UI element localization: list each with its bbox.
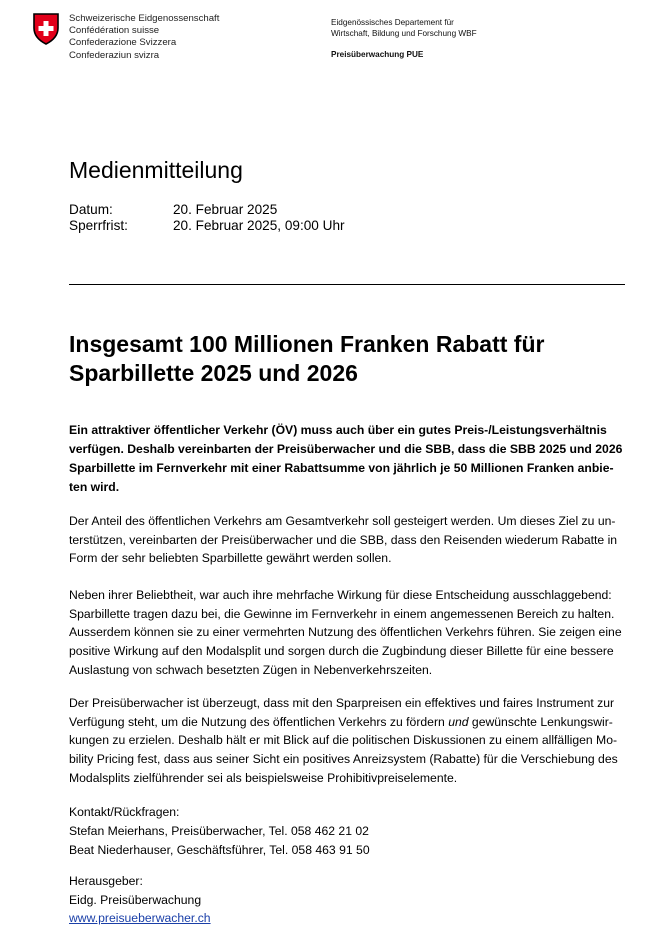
meta-label: Datum: xyxy=(69,202,113,217)
body-paragraph-2 xyxy=(69,586,625,680)
paragraph-text: Verfügung steht, um die Nutzung des öffentlichen Verkehrs zu fördern xyxy=(69,714,449,729)
paragraph-line: Der Anteil des öffentlichen Verkehrs am Gesamtverkehr soll gesteigert werden. Um dieses Ziel zu un- xyxy=(69,514,616,528)
document-meta xyxy=(69,202,345,234)
paragraph-line: positive Wirkung auf den Modalsplit und sorgen durch die Zugbindung dieser Billette für eine bessere xyxy=(69,644,614,659)
confederation-name-de: Schweizerische Eidgenossenschaft xyxy=(69,13,220,24)
lead-line: Sparbillette im Fernverkehr mit einer Rabattsumme von jährlich je 50 Millionen Franken anbie- xyxy=(69,461,614,476)
confederation-name-rm: Confederaziun svizra xyxy=(69,49,160,61)
lead-line: verfügen. Deshalb vereinbarten der Preisüberwacher und die SBB, dass die SBB 2025 und 2026 xyxy=(69,442,623,457)
headline xyxy=(69,330,625,388)
contact-person: Stefan Meierhans, Preisüberwacher, Tel. 058 462 21 02 xyxy=(69,824,369,838)
headline-line: Insgesamt 100 Millionen Franken Rabatt für xyxy=(69,331,545,357)
paragraph-line xyxy=(69,713,625,732)
emphasis-text: und xyxy=(448,714,469,729)
contact-heading: Kontakt/Rückfragen: xyxy=(69,805,180,819)
confederation-name-it: Confederazione Svizzera xyxy=(69,37,177,49)
department-line: Wirtschaft, Bildung und Forschung WBF xyxy=(331,29,477,38)
meta-row-embargo xyxy=(69,218,345,234)
swiss-crest-icon xyxy=(32,13,60,45)
meta-row-date xyxy=(69,202,345,218)
contact-block xyxy=(69,803,370,860)
lead-paragraph xyxy=(69,421,625,497)
document-type-title: Medienmitteilung xyxy=(69,157,243,183)
publisher-name: Eidg. Preisüberwachung xyxy=(69,892,202,907)
paragraph-line: Ausserdem können sie zu einer vermehrten Nutzung des öffentlichen Verkehrs führen. Sie zeigen eine xyxy=(69,625,622,640)
publisher-block xyxy=(69,872,211,928)
lead-line: ten wird. xyxy=(69,480,120,495)
paragraph-line: Modalsplits zielführender sei als beispielsweise Prohibitivpreiselemente. xyxy=(69,770,458,785)
meta-value: 20. Februar 2025 xyxy=(173,202,278,217)
meta-label: Sperrfrist: xyxy=(69,218,128,233)
office-name: Preisüberwachung PUE xyxy=(331,50,424,59)
department-line: Eidgenössisches Departement für xyxy=(331,18,454,27)
contact-person: Beat Niederhauser, Geschäftsführer, Tel. 058 463 91 50 xyxy=(69,843,370,857)
confederation-name-fr: Confédération suisse xyxy=(69,25,160,37)
body-paragraph-3 xyxy=(69,694,625,788)
publisher-website-link[interactable]: www.preisueberwacher.ch xyxy=(69,911,211,926)
paragraph-text: gewünschte Lenkungswir- xyxy=(468,714,613,729)
confederation-names xyxy=(69,13,219,62)
paragraph-line: terstützen, vereinbarten der Preisüberwacher und die SBB, dass den Reisenden wiederum Rabatte in xyxy=(69,532,618,547)
paragraph-line: Der Preisüberwacher ist überzeugt, dass mit den Sparpreisen ein effektives und faires Instrument zur xyxy=(69,696,615,710)
department-block xyxy=(331,17,477,60)
lead-line: Ein attraktiver öffentlicher Verkehr (ÖV) muss auch über ein gutes Preis-/Leistungsverhältnis xyxy=(69,423,607,437)
paragraph-line: Form der sehr beliebten Sparbillette gewährt werden sollen. xyxy=(69,551,392,566)
paragraph-line: kungen zu erzielen. Deshalb hält er mit Blick auf die politischen Diskussionen zu einem allfälligen Mo- xyxy=(69,733,618,748)
body-paragraph-1 xyxy=(69,512,625,568)
paragraph-line: Auslastung von schwach besetzten Zügen in Nebenverkehrszeiten. xyxy=(69,662,433,677)
paragraph-line: bility Pricing fest, dass aus seiner Sicht ein positives Anreizsystem (Rabatte) für die Verschiebung des xyxy=(69,752,618,767)
paragraph-line: Neben ihrer Beliebtheit, war auch ihre mehrfache Wirkung für diese Entscheidung ausschlaggebend: xyxy=(69,588,612,602)
paragraph-line: Sparbillette tragen dazu bei, die Gewinne im Fernverkehr in einem angemessenen Bereich zu halten. xyxy=(69,606,615,621)
headline-line: Sparbillette 2025 und 2026 xyxy=(69,360,358,386)
meta-value: 20. Februar 2025, 09:00 Uhr xyxy=(173,218,345,233)
publisher-heading: Herausgeber: xyxy=(69,874,143,888)
divider xyxy=(69,284,625,285)
